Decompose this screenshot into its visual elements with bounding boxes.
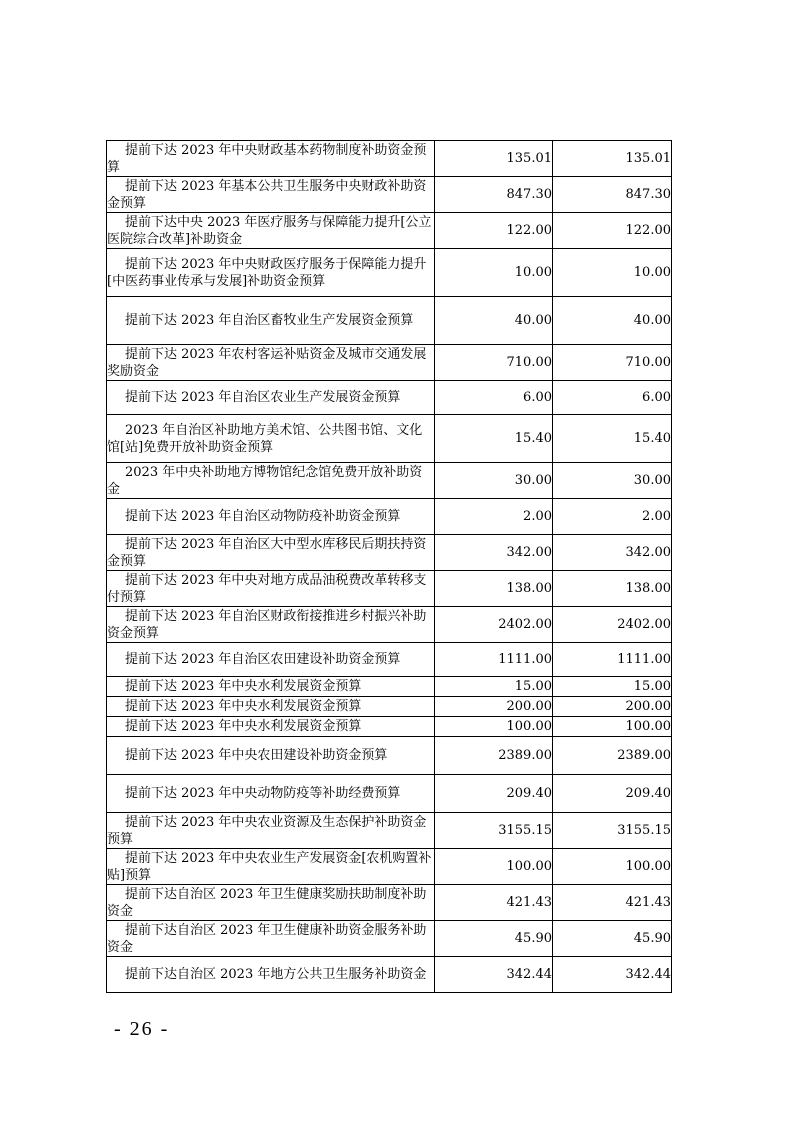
table-row bbox=[107, 737, 672, 775]
table-row bbox=[107, 813, 672, 849]
item-name: 提前下达 2023 年中央水利发展资金预算 bbox=[107, 677, 435, 697]
amount-cell: 3155.15 bbox=[553, 813, 672, 849]
amount-cell: 209.40 bbox=[553, 775, 672, 813]
item-name: 提前下达 2023 年中央农田建设补助资金预算 bbox=[107, 737, 435, 775]
item-name: 提前下达 2023 年基本公共卫生服务中央财政补助资金预算 bbox=[107, 177, 435, 213]
amount-cell: 122.00 bbox=[553, 213, 672, 249]
item-name: 提前下达 2023 年自治区农业生产发展资金预算 bbox=[107, 381, 435, 415]
table-row bbox=[107, 957, 672, 993]
amount-cell: 122.00 bbox=[435, 213, 553, 249]
budget-table-body bbox=[107, 141, 672, 993]
table-row bbox=[107, 677, 672, 697]
item-name: 提前下达 2023 年中央水利发展资金预算 bbox=[107, 697, 435, 717]
amount-cell: 342.44 bbox=[553, 957, 672, 993]
table-row bbox=[107, 415, 672, 463]
item-name: 提前下达自治区 2023 年卫生健康补助资金服务补助资金 bbox=[107, 921, 435, 957]
table-row bbox=[107, 921, 672, 957]
amount-cell: 30.00 bbox=[435, 463, 553, 499]
amount-cell: 15.00 bbox=[553, 677, 672, 697]
amount-cell: 710.00 bbox=[435, 345, 553, 381]
amount-cell: 2389.00 bbox=[553, 737, 672, 775]
item-name: 提前下达 2023 年中央财政基本药物制度补助资金预算 bbox=[107, 141, 435, 177]
item-name: 提前下达 2023 年自治区农田建设补助资金预算 bbox=[107, 643, 435, 677]
item-name: 提前下达 2023 年中央财政医疗服务于保障能力提升[中医药事业传承与发展]补助资金预算 bbox=[107, 249, 435, 297]
item-name: 提前下达 2023 年中央对地方成品油税费改革转移支付预算 bbox=[107, 571, 435, 607]
item-name: 提前下达 2023 年自治区畜牧业生产发展资金预算 bbox=[107, 297, 435, 345]
item-name: 2023 年中央补助地方博物馆纪念馆免费开放补助资金 bbox=[107, 463, 435, 499]
item-name: 提前下达自治区 2023 年地方公共卫生服务补助资金 bbox=[107, 957, 435, 993]
amount-cell: 2.00 bbox=[553, 499, 672, 535]
item-name: 2023 年自治区补助地方美术馆、公共图书馆、文化馆[站]免费开放补助资金预算 bbox=[107, 415, 435, 463]
amount-cell: 421.43 bbox=[435, 885, 553, 921]
item-name: 提前下达 2023 年自治区财政衔接推进乡村振兴补助资金预算 bbox=[107, 607, 435, 643]
amount-cell: 138.00 bbox=[435, 571, 553, 607]
amount-cell: 200.00 bbox=[435, 697, 553, 717]
amount-cell: 710.00 bbox=[553, 345, 672, 381]
amount-cell: 40.00 bbox=[553, 297, 672, 345]
item-name: 提前下达 2023 年中央水利发展资金预算 bbox=[107, 717, 435, 737]
amount-cell: 15.40 bbox=[553, 415, 672, 463]
table-row bbox=[107, 213, 672, 249]
amount-cell: 209.40 bbox=[435, 775, 553, 813]
table-row bbox=[107, 717, 672, 737]
amount-cell: 45.90 bbox=[435, 921, 553, 957]
table-row bbox=[107, 297, 672, 345]
amount-cell: 10.00 bbox=[435, 249, 553, 297]
amount-cell: 15.40 bbox=[435, 415, 553, 463]
item-name: 提前下达 2023 年自治区动物防疫补助资金预算 bbox=[107, 499, 435, 535]
amount-cell: 847.30 bbox=[553, 177, 672, 213]
amount-cell: 6.00 bbox=[435, 381, 553, 415]
amount-cell: 10.00 bbox=[553, 249, 672, 297]
amount-cell: 100.00 bbox=[435, 849, 553, 885]
item-name: 提前下达 2023 年中央动物防疫等补助经费预算 bbox=[107, 775, 435, 813]
table-row bbox=[107, 885, 672, 921]
table-row bbox=[107, 849, 672, 885]
item-name: 提前下达 2023 年农村客运补贴资金及城市交通发展奖励资金 bbox=[107, 345, 435, 381]
amount-cell: 1111.00 bbox=[553, 643, 672, 677]
table-row bbox=[107, 177, 672, 213]
amount-cell: 45.90 bbox=[553, 921, 672, 957]
amount-cell: 15.00 bbox=[435, 677, 553, 697]
item-name: 提前下达 2023 年中央农业生产发展资金[农机购置补贴]预算 bbox=[107, 849, 435, 885]
amount-cell: 6.00 bbox=[553, 381, 672, 415]
item-name: 提前下达自治区 2023 年卫生健康奖励扶助制度补助资金 bbox=[107, 885, 435, 921]
amount-cell: 2389.00 bbox=[435, 737, 553, 775]
amount-cell: 342.00 bbox=[553, 535, 672, 571]
table-row bbox=[107, 381, 672, 415]
amount-cell: 100.00 bbox=[553, 717, 672, 737]
amount-cell: 200.00 bbox=[553, 697, 672, 717]
budget-table bbox=[106, 140, 672, 993]
table-row bbox=[107, 249, 672, 297]
table-row bbox=[107, 463, 672, 499]
amount-cell: 30.00 bbox=[553, 463, 672, 499]
item-name: 提前下达中央 2023 年医疗服务与保障能力提升[公立医院综合改革]补助资金 bbox=[107, 213, 435, 249]
table-row bbox=[107, 697, 672, 717]
amount-cell: 421.43 bbox=[553, 885, 672, 921]
amount-cell: 138.00 bbox=[553, 571, 672, 607]
table-row bbox=[107, 345, 672, 381]
item-name: 提前下达 2023 年自治区大中型水库移民后期扶持资金预算 bbox=[107, 535, 435, 571]
table-row bbox=[107, 499, 672, 535]
table-row bbox=[107, 607, 672, 643]
table-row bbox=[107, 141, 672, 177]
amount-cell: 2402.00 bbox=[435, 607, 553, 643]
amount-cell: 135.01 bbox=[435, 141, 553, 177]
amount-cell: 2.00 bbox=[435, 499, 553, 535]
table-row bbox=[107, 775, 672, 813]
table-row bbox=[107, 535, 672, 571]
amount-cell: 342.44 bbox=[435, 957, 553, 993]
amount-cell: 100.00 bbox=[553, 849, 672, 885]
table-row bbox=[107, 571, 672, 607]
table-row bbox=[107, 643, 672, 677]
amount-cell: 3155.15 bbox=[435, 813, 553, 849]
amount-cell: 100.00 bbox=[435, 717, 553, 737]
amount-cell: 847.30 bbox=[435, 177, 553, 213]
amount-cell: 40.00 bbox=[435, 297, 553, 345]
amount-cell: 2402.00 bbox=[553, 607, 672, 643]
amount-cell: 135.01 bbox=[553, 141, 672, 177]
amount-cell: 1111.00 bbox=[435, 643, 553, 677]
amount-cell: 342.00 bbox=[435, 535, 553, 571]
page-number: - 26 - bbox=[114, 1018, 170, 1040]
item-name: 提前下达 2023 年中央农业资源及生态保护补助资金预算 bbox=[107, 813, 435, 849]
